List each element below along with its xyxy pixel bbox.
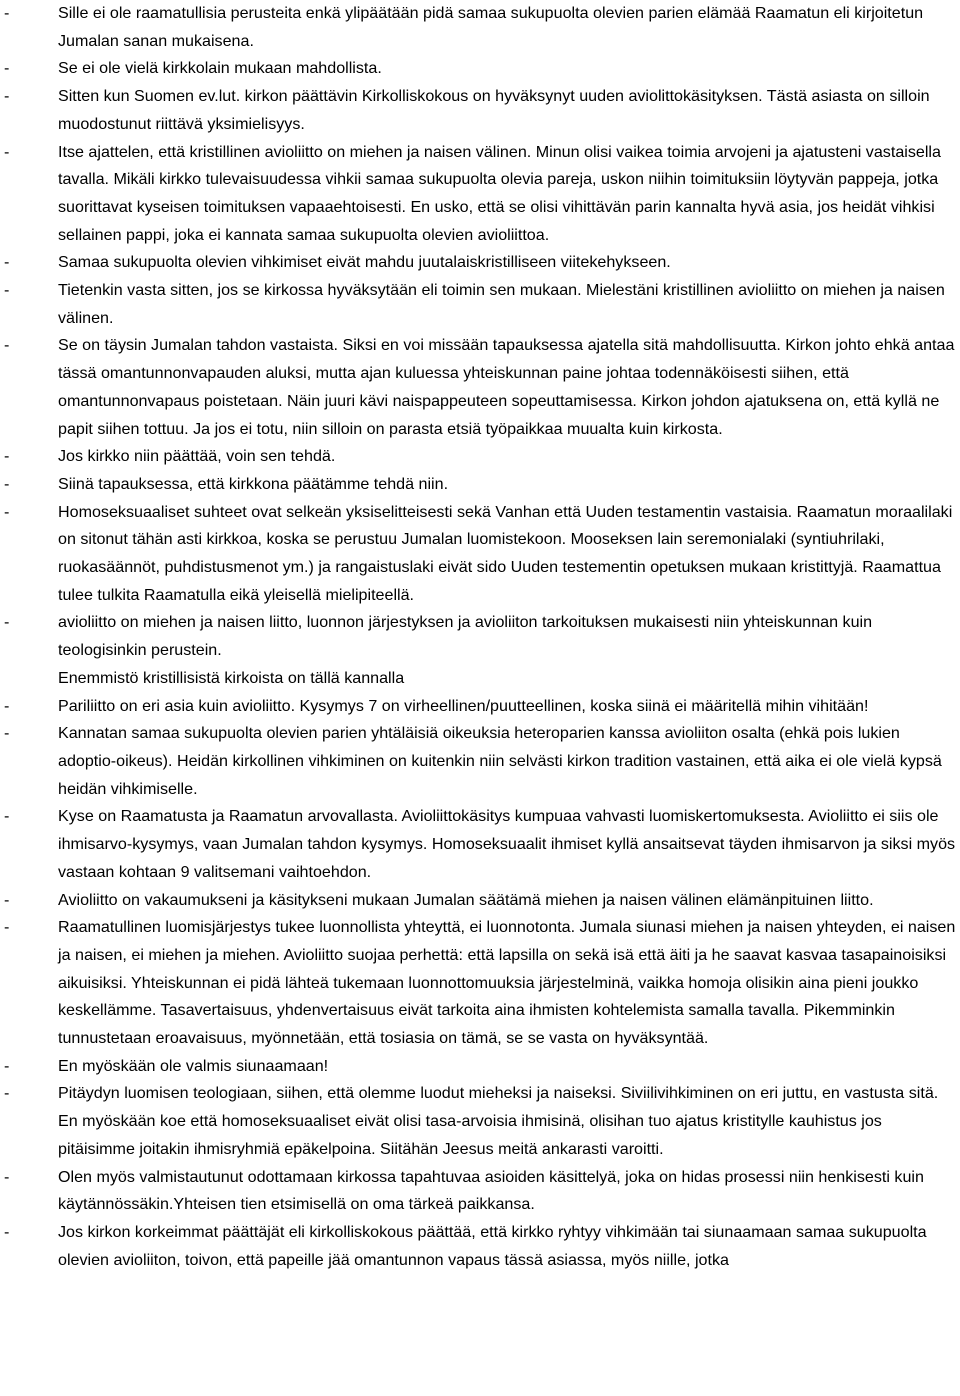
list-item-text: Jos kirkko niin päättää, voin sen tehdä. — [58, 447, 336, 466]
list-item-text: Sitten kun Suomen ev.lut. kirkon päättävin Kirkolliskokous on hyväksynyt uuden aviolittokäsityksen. Tästä asiasta on silloin muodostunut riittävä yksimielisyys. — [58, 87, 930, 133]
list-item-text: Tietenkin vasta sitten, jos se kirkossa hyväksytään eli toimin sen mukaan. Mielestäni kristillinen avioliitto on miehen ja naisen välinen. — [58, 281, 945, 327]
bullet-dash: - — [4, 59, 10, 78]
bullet-dash: - — [4, 281, 10, 300]
list-item-text: Itse ajattelen, että kristillinen avioliitto on miehen ja naisen välinen. Minun olisi vaikea toimia arvojeni ja ajatusteni vastaisella tavalla. Mikäli kirkko tulevaisuudessa vihkii samaa sukupuolta olevia pareja, uskon niihin toimituksiin löytyvän pappeja, jotka suorittavat kyseisen toimituksen vapaaehtoisesti. En usko, että se olisi vihittävän parin kannalta hyvä asia, jos heidät vihkisi sellainen pappi, joka ei kannata samaa sukupuolta olevien avioliittoa. — [58, 142, 941, 244]
list-item — [0, 609, 960, 664]
bullet-dash: - — [4, 4, 10, 22]
bullet-dash: - — [4, 474, 10, 493]
list-item — [0, 1164, 960, 1219]
list-item — [0, 0, 960, 55]
list-item-text: Pariliitto on eri asia kuin avioliitto. Kysymys 7 on virheellinen/puutteellinen, koska siinä ei määritellä mihin vihitään! — [58, 696, 869, 715]
bullet-dash: - — [4, 1222, 10, 1241]
list-item-text: Sille ei ole raamatullisia perusteita enkä ylipäätään pidä samaa sukupuolta olevien parien elämää Raamatun eli kirjoitetun Jumalan sanan mukaisena. — [58, 4, 924, 50]
bullet-dash: - — [4, 142, 10, 161]
bullet-dash: - — [4, 1167, 10, 1186]
list-item-text: Jos kirkon korkeimmat päättäjät eli kirkolliskokous päättää, että kirkko ryhtyy vihkimään tai siunaamaan samaa sukupuolta olevien avioliiton, toivon, että papeille jää omantunnon vapaus tässä asiassa, myös niille, jotka — [58, 1222, 927, 1269]
list-item-text: Se on täysin Jumalan tahdon vastaista. Siksi en voi missään tapauksessa ajatella sitä mahdollisuutta. Kirkon johto ehkä antaa tässä omantunnonvapauden aluksi, mutta ajan kuluessa yhteiskunnan paine johtaa todennäköisesti siihen, että omantunnonvapaus poistetaan. Näin juuri kävi naispappeuteen sopeuttamisessa. Kirkon johdon ajatuksena on, että kyllä ne papit siihen tottuu. Ja jos ei totu, niin silloin on parasta etsiä työpaikkaa muualta kuin kirkosta. — [58, 336, 955, 438]
list-item — [0, 665, 960, 693]
list-item — [0, 1219, 960, 1274]
list-item — [0, 914, 960, 1053]
list-item-text: Se ei ole vielä kirkkolain mukaan mahdollista. — [58, 59, 382, 78]
list-item — [0, 332, 960, 443]
list-item — [0, 55, 960, 83]
list-item — [0, 1080, 960, 1163]
list-item — [0, 499, 960, 610]
list-item — [0, 443, 960, 471]
bullet-dash: - — [4, 890, 10, 909]
list-item — [0, 887, 960, 915]
list-item-text: Siinä tapauksessa, että kirkkona päätämme tehdä niin. — [58, 474, 449, 493]
list-item — [0, 139, 960, 250]
bullet-dash: - — [4, 696, 10, 715]
list-item — [0, 471, 960, 499]
list-item-text: Olen myös valmistautunut odottamaan kirkossa tapahtuvaa asioiden käsittelyä, joka on hidas prosessi niin henkisesti kuin käytännössäkin.Yhteisen tien etsimisellä on oma tärkeä paikkansa. — [58, 1167, 924, 1214]
list-item-text: Kannatan samaa sukupuolta olevien parien yhtäläisiä oikeuksia heteroparien kanssa avioliiton osalta (ehkä pois lukien adoptio-oikeus). Heidän kirkollinen vihkiminen on kuitenkin niin selvästi kirkon tradition vastainen, että aika ei ole vielä kypsä heidän vihkimiselle. — [58, 724, 942, 798]
list-item-text: Raamatullinen luomisjärjestys tukee luonnollista yhteyttä, ei luonnotonta. Jumala siunasi miehen ja naisen yhteyden, ei naisen ja naisen, ei miehen ja miehen. Avioliitto suojaa perhettä: että lapsilla on sekä isä että äiti ja he saavat kasvaa tasapainoisiksi aikuisiksi. Yhteiskunnan ei pidä lähteä tukemaan luonnottomuuksia järjestelminä, vaikka homoja olisikin aina pieni joukko keskellämme. Tasavertaisuus, yhdenvertaisuus eivät tarkoita aina ihmisten kohtelemista samalla tavalla. Pikemminkin tunnustetaan eroavaisuus, myönnetään, että tosiasia on tämä, se se vasta on hyväksyntää. — [58, 918, 956, 1048]
list-item — [0, 83, 960, 138]
list-item — [0, 1053, 960, 1081]
list-item — [0, 693, 960, 721]
list-item-text: Enemmistö kristillisistä kirkoista on tällä kannalla — [58, 668, 405, 687]
bullet-dash: - — [4, 253, 10, 272]
list-item — [0, 803, 960, 886]
list-item-text: Avioliitto on vakaumukseni ja käsitykseni mukaan Jumalan säätämä miehen ja naisen välinen elämänpituinen liitto. — [58, 890, 874, 909]
list-item-text: Kyse on Raamatusta ja Raamatun arvovallasta. Avioliittokäsitys kumpuaa vahvasti luomiskertomuksesta. Avioliitto ei siis ole ihmisarvo-kysymys, vaan Jumalan tahdon kysymys. Homoseksuaalit ihmiset kyllä ansaitsevat täyden ihmisarvon ja siksi myös vastaan kohtaan 9 valitsemani vaihtoehdon. — [58, 807, 956, 881]
list-item — [0, 277, 960, 332]
list-item-text: Pitäydyn luomisen teologiaan, siihen, että olemme luodut mieheksi ja naiseksi. Siviilivihkiminen on eri juttu, en vastusta sitä. En myöskään koe että homoseksuaaliset eivät olisi tasa-arvoisia ihmisinä, olisihan tuo ajatus kristityllе kauhistus jos pitäisimme joitakin ihmisryhmiä epäkelpoina. Siitähän Jeesus meitä ankarasti varoitti. — [58, 1084, 939, 1158]
list-item-text: En myöskään ole valmis siunaamaan! — [58, 1056, 329, 1075]
bullet-dash: - — [4, 1056, 10, 1075]
bullet-dash: - — [4, 918, 10, 937]
bullet-dash: - — [4, 807, 10, 826]
bullet-dash: - — [4, 1084, 10, 1103]
list-item-text: Samaa sukupuolta olevien vihkimiset eivät mahdu juutalaiskristilliseen viitekehykseen. — [58, 253, 671, 272]
list-item — [0, 720, 960, 803]
list-item-text: avioliitto on miehen ja naisen liitto, luonnon järjestyksen ja avioliiton tarkoituksen mukaisesti niin yhteiskunnan kuin teologisinkin perustein. — [58, 613, 873, 660]
bullet-dash: - — [4, 502, 10, 521]
bullet-dash: - — [4, 613, 10, 632]
bullet-dash: - — [4, 724, 10, 743]
list-item-text: Homoseksuaaliset suhteet ovat selkeän yksiselitteisesti sekä Vanhan että Uuden testamentin vastaisia. Raamatun moraalilaki on sitonut tähän asti kirkkoa, koska se perustuu Jumalan luomistekoon. Mooseksen lain seremonialaki (syntiuhrilaki, ruokasäännöt, puhdistusmenot ym.) ja rangaistuslaki eivät sido Uuden testementin opetuksen mukaan kristittyjä. Raamattua tulee tulkita Raamatulla eikä yleisellä mielipiteellä. — [58, 502, 953, 604]
bullet-dash: - — [4, 336, 10, 355]
bullet-dash: - — [4, 447, 10, 466]
list-item — [0, 249, 960, 277]
bullet-dash: - — [4, 87, 10, 106]
